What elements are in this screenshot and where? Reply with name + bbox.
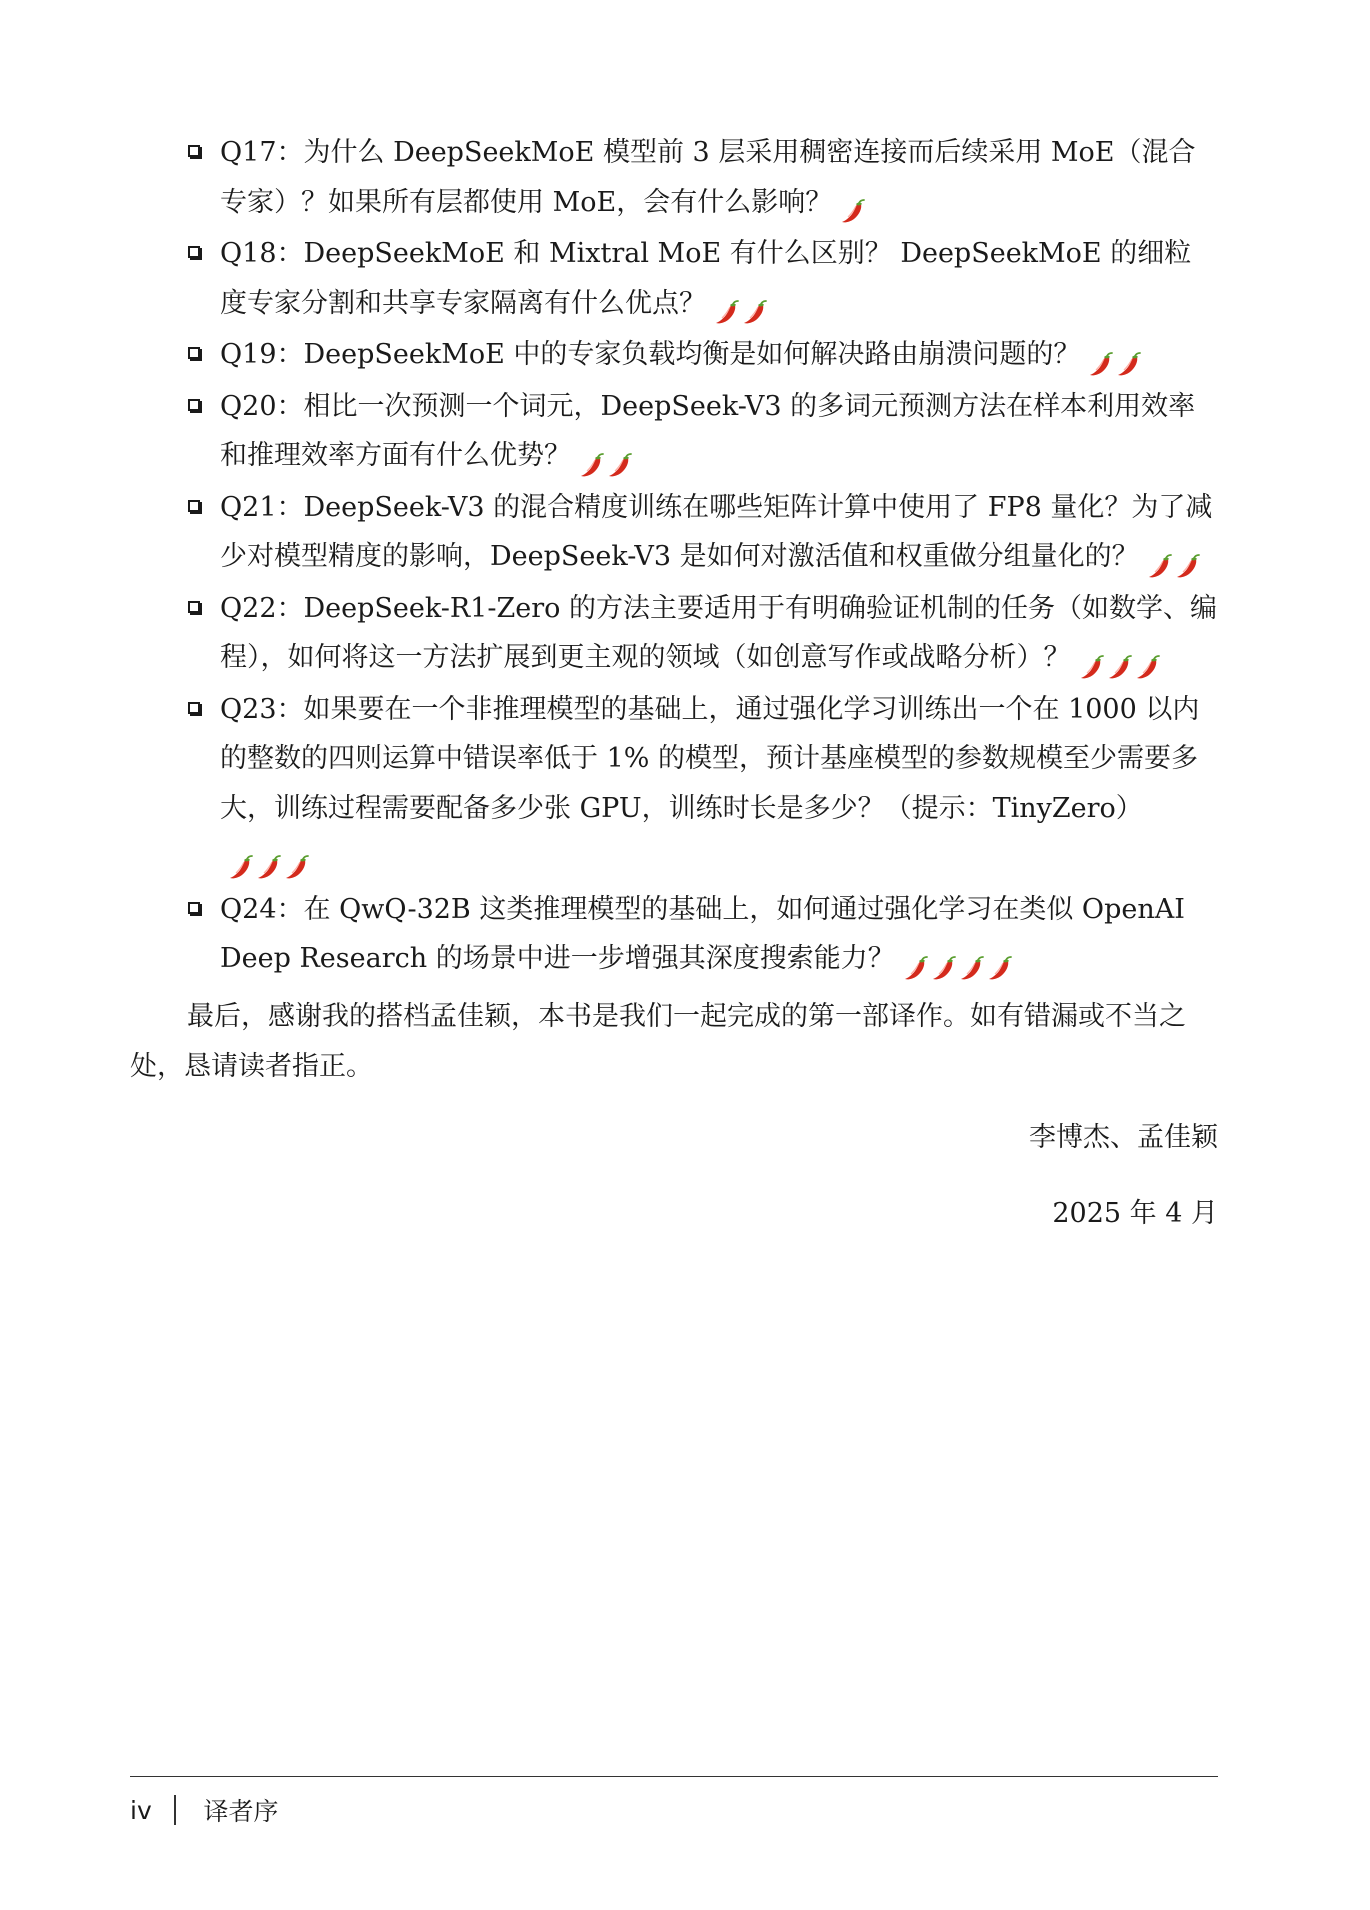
question-text: Q17：为什么 DeepSeekMoE 模型前 3 层采用稠密连接而后续采用 MoE（混合专家）？如果所有层都使用 MoE，会有什么影响？ [220,137,1196,218]
question-item [186,584,1218,685]
empty-checkbox-icon [188,399,200,411]
question-item [186,128,1218,229]
closing-paragraph: 最后，感谢我的搭档孟佳颖，本书是我们一起完成的第一部译作。如有错漏或不当之处，恳请读者指正。 [130,1001,1186,1082]
chili-pepper-icon [987,949,1013,975]
chili-pepper-icon [1079,648,1105,674]
difficulty-rating [903,936,1015,986]
difficulty-rating [1147,534,1203,584]
chili-pepper-icon [256,848,282,874]
question-item [186,330,1218,382]
empty-checkbox-icon [188,145,200,157]
translator-signature: 李博杰、孟佳颖 [1029,1122,1218,1153]
empty-checkbox-icon [188,902,200,914]
chili-pepper-icon [1175,547,1201,573]
question-list [186,128,1218,986]
chili-pepper-icon [1147,547,1173,573]
chili-pepper-icon [228,848,254,874]
question-text: Q18：DeepSeekMoE 和 Mixtral MoE 有什么区别？ DeepSeekMoE 的细粒度专家分割和共享专家隔离有什么优点？ [220,238,1192,319]
empty-checkbox-icon [188,601,200,613]
difficulty-rating [228,835,312,885]
difficulty-rating [579,433,635,483]
empty-checkbox-icon [188,500,200,512]
question-text: Q23：如果要在一个非推理模型的基础上，通过强化学习训练出一个在 1000 以内的整数的四则运算中错误率低于 1% 的模型，预计基座模型的参数规模至少需要多大，训练过程需要配备多少张 GPU，训练时长是多少？（提示：TinyZero） [220,693,1200,824]
empty-checkbox-icon [188,246,200,258]
chili-pepper-icon [959,949,985,975]
page-footer [130,1790,279,1830]
chili-pepper-icon [579,446,605,472]
section-title: 译者序 [203,1797,279,1826]
footer-separator [174,1795,176,1825]
question-item [186,229,1218,330]
question-text: Q21：DeepSeek-V3 的混合精度训练在哪些矩阵计算中使用了 FP8 量化？为了减少对模型精度的影响，DeepSeek-V3 是如何对激活值和权重做分组量化的？ [220,491,1213,572]
empty-checkbox-icon [188,347,200,359]
question-text: Q24：在 QwQ-32B 这类推理模型的基础上，如何通过强化学习在类似 OpenAI Deep Research 的场景中进一步增强其深度搜索能力？ [220,893,1185,974]
chili-pepper-icon [1135,648,1161,674]
chili-pepper-icon [1116,345,1142,371]
question-item [186,885,1218,986]
question-item [186,685,1218,885]
signature-date: 2025 年 4 月 [1052,1198,1218,1229]
difficulty-rating [1079,635,1163,685]
footer-divider [130,1776,1218,1777]
question-text: Q22：DeepSeek-R1-Zero 的方法主要适用于有明确验证机制的任务（如数学、编程），如何将这一方法扩展到更主观的领域（如创意写作或战略分析）？ [220,592,1217,673]
empty-checkbox-icon [188,702,200,714]
chili-pepper-icon [931,949,957,975]
page-number: iv [130,1795,152,1825]
chili-pepper-icon [1107,648,1133,674]
chili-pepper-icon [742,293,768,319]
chili-pepper-icon [284,848,310,874]
difficulty-rating [1088,332,1144,382]
chili-pepper-icon [714,293,740,319]
difficulty-rating [840,180,868,230]
difficulty-rating [714,281,770,331]
question-text: Q20：相比一次预测一个词元，DeepSeek-V3 的多词元预测方法在样本利用效率和推理效率方面有什么优势？ [220,390,1196,471]
chili-pepper-icon [607,446,633,472]
chili-pepper-icon [903,949,929,975]
chili-pepper-icon [840,192,866,218]
question-text: Q19：DeepSeekMoE 中的专家负载均衡是如何解决路由崩溃问题的？ [220,339,1081,370]
question-item [186,382,1218,483]
chili-pepper-icon [1088,345,1114,371]
question-item [186,483,1218,584]
